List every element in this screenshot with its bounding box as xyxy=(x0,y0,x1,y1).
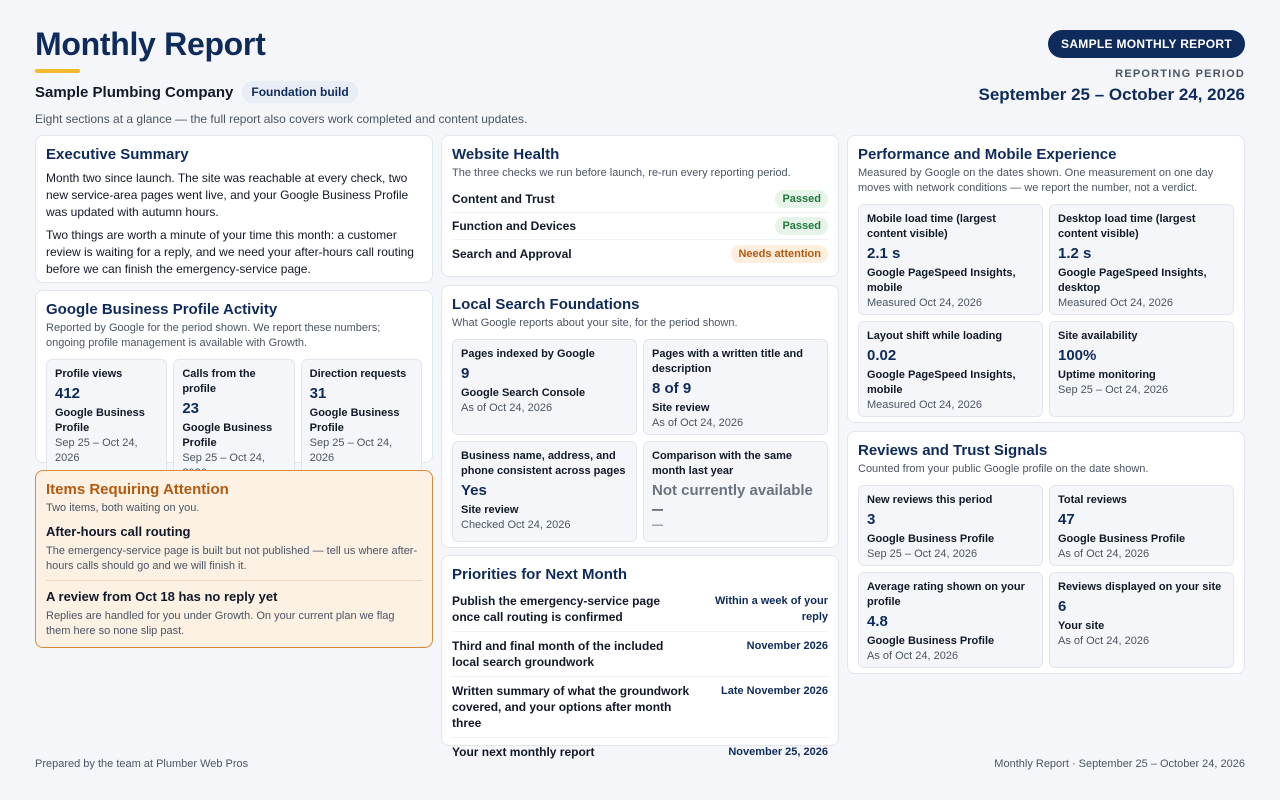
footer-prepared-by: Prepared by the team at Plumber Web Pros xyxy=(35,758,249,770)
metric-label: Layout shift while loading xyxy=(867,330,1003,342)
metric-source: Google Search Console xyxy=(461,387,586,399)
metric-value: 100% xyxy=(1058,347,1097,364)
priorities-title: Priorities for Next Month xyxy=(452,566,628,583)
check-label: Function and Devices xyxy=(452,219,577,233)
website-health-subtitle: The three checks we run before launch, re-run every reporting period. xyxy=(452,167,791,179)
performance-subtitle: Measured by Google on the dates shown. One measurement on one day moves with network conditions — we report the number, not a verdict. xyxy=(858,167,1214,194)
title-underline xyxy=(35,69,80,73)
metric-date: Measured Oct 24, 2026 xyxy=(1058,297,1173,309)
executive-summary-paragraph-1: Month two since launch. The site was reachable at every check, two new service-area pages went live, and your Google Business Profile was updated with autumn hours. xyxy=(46,171,409,219)
priority-task: Your next monthly report xyxy=(452,745,595,759)
priority-task: Third and final month of the included local search groundwork xyxy=(452,639,664,669)
health-check-list xyxy=(452,186,828,267)
metric-source: Google PageSpeed Insights, mobile xyxy=(867,369,1016,396)
website-health-title: Website Health xyxy=(452,146,560,163)
metric-year-over-year xyxy=(643,441,828,542)
performance-metric-grid xyxy=(858,204,1234,417)
priority-date: November 2026 xyxy=(746,640,828,652)
metric-date: As of Oct 24, 2026 xyxy=(652,417,744,429)
metric-source: Uptime monitoring xyxy=(1058,369,1156,381)
metric-nap-consistency xyxy=(452,441,637,542)
metric-date: Sep 25 – Oct 24, 2026 xyxy=(867,548,978,560)
metric-mobile-load-time xyxy=(858,204,1043,315)
metric-value: 412 xyxy=(55,385,81,402)
metric-date: As of Oct 24, 2026 xyxy=(867,650,959,662)
reviews-metric-grid xyxy=(858,485,1234,668)
metric-date: Sep 25 – Oct 24, 2026 xyxy=(309,437,393,464)
metric-date: As of Oct 24, 2026 xyxy=(461,402,553,414)
metric-date: As of Oct 24, 2026 xyxy=(1058,635,1150,647)
priority-row xyxy=(452,677,828,738)
attention-item-title: A review from Oct 18 has no reply yet xyxy=(46,589,278,604)
metric-date: Sep 25 – Oct 24, 2026 xyxy=(55,437,138,464)
gbp-activity-title: Google Business Profile Activity xyxy=(46,301,278,318)
metric-source: Google PageSpeed Insights, desktop xyxy=(1058,267,1207,294)
metric-label: Comparison with the same month last year xyxy=(652,450,792,477)
metric-new-reviews xyxy=(858,485,1043,566)
metric-source: Google Business Profile xyxy=(867,635,995,647)
gbp-activity-subtitle: Reported by Google for the period shown. We report these numbers; ongoing profile management is available with Growth. xyxy=(46,322,381,349)
health-check-row xyxy=(452,240,828,267)
metric-source: Site review xyxy=(461,504,519,516)
metric-date: Measured Oct 24, 2026 xyxy=(867,399,982,411)
metric-source: Google PageSpeed Insights, mobile xyxy=(867,267,1016,294)
local-metric-grid xyxy=(452,339,828,542)
attention-item xyxy=(46,516,422,574)
metric-source: Your site xyxy=(1058,620,1105,632)
local-search-subtitle: What Google reports about your site, for the period shown. xyxy=(452,317,738,329)
metric-source: — xyxy=(652,504,663,516)
intro-text: Eight sections at a glance — the full report also covers work completed and content updates. xyxy=(35,112,528,126)
status-badge: Passed xyxy=(775,190,828,208)
priority-date: November 25, 2026 xyxy=(728,746,828,758)
metric-value: 6 xyxy=(1058,598,1067,615)
metric-date: Sep 25 – Oct 24, 2026 xyxy=(1058,384,1169,396)
reviews-card xyxy=(847,431,1245,674)
health-check-row xyxy=(452,213,828,240)
reviews-subtitle: Counted from your public Google profile on the date shown. xyxy=(858,463,1149,475)
metric-label: Direction requests xyxy=(309,368,407,380)
metric-site-availability xyxy=(1049,321,1234,417)
metric-pages-with-title xyxy=(643,339,828,435)
metric-source: Google Business Profile xyxy=(1058,533,1186,545)
metric-reviews-on-site xyxy=(1049,572,1234,668)
priority-row xyxy=(452,587,828,632)
executive-summary-paragraph-2: Two things are worth a minute of your time this month: a customer review is waiting for a reply, and we need your after-hours call routing before we can finish the emergency-service page. xyxy=(46,228,414,276)
health-check-row xyxy=(452,186,828,213)
local-search-title: Local Search Foundations xyxy=(452,296,640,313)
check-label: Content and Trust xyxy=(452,192,555,206)
status-badge: Passed xyxy=(775,217,828,235)
metric-value: 1.2 s xyxy=(1058,245,1092,262)
metric-label: New reviews this period xyxy=(867,494,993,506)
metric-label: Profile views xyxy=(55,368,123,380)
local-search-card xyxy=(441,285,839,548)
metric-value: 3 xyxy=(867,511,876,528)
gbp-activity-card xyxy=(35,290,433,463)
metric-value: Yes xyxy=(461,482,487,499)
metric-label: Total reviews xyxy=(1058,494,1127,506)
attention-item-desc: Replies are handled for you under Growth. On your current plan we flag them here so none slip past. xyxy=(46,610,395,637)
metric-value: 31 xyxy=(309,385,327,402)
attention-card xyxy=(35,470,433,648)
page-title: Monthly Report xyxy=(35,26,266,62)
metric-label: Site availability xyxy=(1058,330,1138,342)
metric-average-rating xyxy=(858,572,1043,668)
metric-date: Sep 25 – Oct 24, xyxy=(182,452,265,464)
build-chip: Foundation build xyxy=(242,81,357,103)
metric-label: Mobile load time (largest content visible) xyxy=(867,213,996,240)
metric-label: Business name, address, and phone consistent across pages xyxy=(461,450,626,477)
metric-date: As of Oct 24, 2026 xyxy=(1058,548,1150,560)
priorities-list xyxy=(452,587,828,766)
metric-date: — xyxy=(652,519,663,531)
attention-item-desc: The emergency-service page is built but not published — tell us where after-hours calls should go and we will finish it. xyxy=(46,545,418,572)
reporting-period-label: REPORTING PERIOD xyxy=(1115,68,1245,80)
metric-source: Site review xyxy=(652,402,710,414)
executive-summary-title: Executive Summary xyxy=(46,146,189,163)
attention-subtitle: Two items, both waiting on you. xyxy=(46,502,200,514)
company-name: Sample Plumbing Company xyxy=(35,83,234,101)
metric-source: Google Business Profile xyxy=(55,407,145,434)
metric-label: Reviews displayed on your site xyxy=(1058,581,1222,593)
metric-value: 2.1 s xyxy=(867,245,901,262)
metric-label: Pages with a written title and description xyxy=(652,348,803,375)
metric-label: Calls from the profile xyxy=(182,368,256,395)
header-right xyxy=(979,30,1245,105)
footer-report-period: Monthly Report · September 25 – October 24, 2026 xyxy=(994,758,1245,770)
metric-value: 8 of 9 xyxy=(652,380,692,397)
priority-task: Written summary of what the groundwork covered, and your options after month three xyxy=(452,684,690,730)
report-header xyxy=(35,26,1245,126)
metric-value: 23 xyxy=(182,400,200,417)
sample-report-badge: SAMPLE MONTHLY REPORT xyxy=(1048,30,1245,58)
attention-title: Items Requiring Attention xyxy=(46,481,229,498)
performance-title: Performance and Mobile Experience xyxy=(858,146,1117,163)
metric-source: Google Business Profile xyxy=(182,422,273,449)
priority-task: Publish the emergency-service page once call routing is confirmed xyxy=(452,594,661,624)
reviews-title: Reviews and Trust Signals xyxy=(858,442,1048,459)
check-label: Search and Approval xyxy=(452,246,572,261)
metric-value: Not currently available xyxy=(652,482,813,499)
priorities-card xyxy=(441,555,839,759)
metric-layout-shift xyxy=(858,321,1043,417)
attention-item xyxy=(46,580,422,639)
executive-summary-card xyxy=(35,135,433,283)
priority-row xyxy=(452,632,828,677)
attention-item-title: After-hours call routing xyxy=(46,524,191,539)
priority-date: Within a week of your reply xyxy=(715,595,828,623)
metric-value: 9 xyxy=(461,365,470,382)
performance-card xyxy=(847,135,1245,423)
metric-date: Measured Oct 24, 2026 xyxy=(867,297,982,309)
metric-label: Pages indexed by Google xyxy=(461,348,595,360)
metric-label: Average rating shown on your profile xyxy=(867,581,1025,608)
metric-desktop-load-time xyxy=(1049,204,1234,315)
reporting-period-dates: September 25 – October 24, 2026 xyxy=(978,85,1245,104)
metric-value: 0.02 xyxy=(867,347,897,364)
metric-value: 4.8 xyxy=(867,613,888,630)
priority-date: Late November 2026 xyxy=(721,685,828,697)
metric-date: Checked Oct 24, 2026 xyxy=(461,519,571,531)
metric-source: Google Business Profile xyxy=(309,407,400,434)
report-footer xyxy=(35,758,1245,770)
metric-label: Desktop load time (largest content visible) xyxy=(1058,213,1196,240)
metric-value: 47 xyxy=(1058,511,1075,528)
metric-total-reviews xyxy=(1049,485,1234,566)
website-health-card xyxy=(441,135,839,277)
metric-source: Google Business Profile xyxy=(867,533,995,545)
status-badge: Needs attention xyxy=(731,245,828,263)
metric-pages-indexed xyxy=(452,339,637,435)
